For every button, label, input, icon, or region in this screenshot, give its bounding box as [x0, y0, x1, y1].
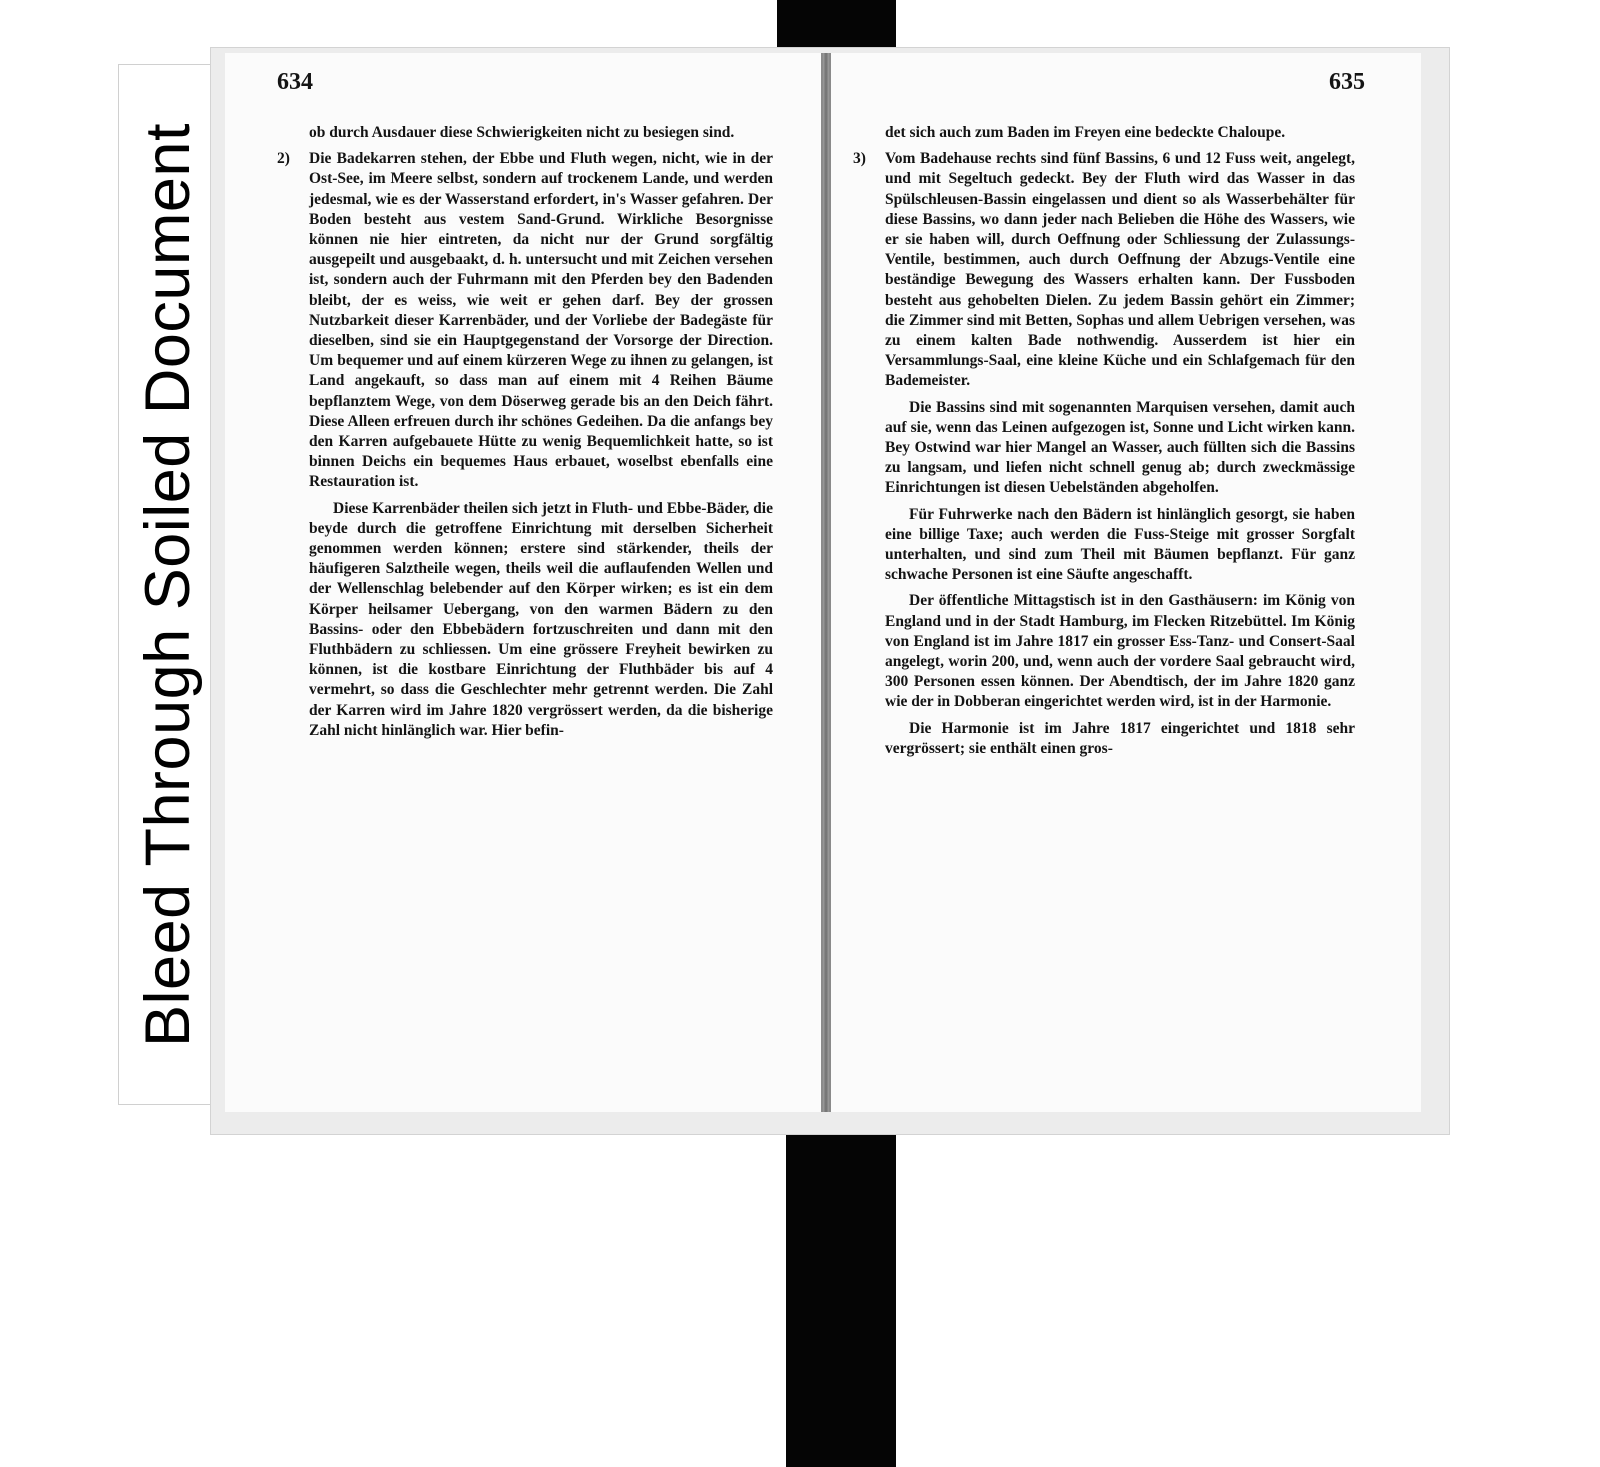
right-page-number: 635: [1329, 69, 1365, 95]
left-page: [225, 53, 823, 1112]
right-page: [829, 53, 1421, 1112]
left-page-number: 634: [277, 69, 313, 95]
right-paragraph-3: Die Bassins sind mit sogenannten Marquisen versehen, damit auch auf sie, wenn das Leinen aufgezogen ist, Sonne und Licht wirken kann. Bey Ostwind war hier Mangel an Wasser, auch füllten sich die Bassins zu langsam, und liefen nicht schnell genug ab; durch zweckmässige Einrichtungen ist diesen Uebelständen abgeholfen.: [885, 398, 1355, 497]
left-item-number: 2): [277, 150, 290, 168]
left-page-text: [277, 123, 773, 747]
left-paragraph-3: Diese Karrenbäder theilen sich jetzt in Fluth- und Ebbe-Bäder, die beyde durch die getroffene Einrichtung mit derselben Sicherheit genommen werden können; erstere sind stärkender, theils der häufigeren Salztheile wegen, theils weil die auflaufenden Wellen und der Wellenschlag belebender auf den Körper wirken; es ist ein dem Körper heilsamer Uebergang, von den warmen Bädern zu den Bassins- oder den Ebbebädern fortzuschreiten und dann mit den Fluthbädern zu schliessen. Um eine grössere Freyheit bewirken zu können, ist die kostbare Einrichtung der Fluthbäder bis auf 4 vermehrt, so dass die Geschlechter mehr getrennt werden. Die Zahl der Karren wird im Jahre 1820 vergrössert werden, da die bisherige Zahl nicht hinlänglich war. Hier befin-: [309, 499, 773, 739]
bottom-scan-bar: [786, 1128, 896, 1467]
right-paragraph-1: det sich auch zum Baden im Freyen eine bedeckte Chaloupe.: [885, 124, 1286, 141]
book-spread: [210, 47, 1450, 1135]
right-item-number: 3): [853, 150, 866, 168]
left-paragraph-2-text: Die Badekarren stehen, der Ebbe und Fluth wegen, nicht, wie in der Ost-See, im Meere selbst, sondern auf trockenem Lande, und werden jedesmal, wie es der Wasserstand erfordert, in's Wasser gefahren. Der Boden besteht aus vestem Sand-Grund. Wirkliche Besorgnisse können nie hier eintreten, da nicht nur der Grund sorgfältig ausgepeilt und ausgebaakt, d. h. untersucht und mit Zeichen versehen ist, sondern auch der Fuhrmann mit den Pferden bey den Badenden bleibt, der es weiss, wie weit er gehen darf. Bey der grossen Nutzbarkeit dieser Karrenbäder, und der Vorliebe der Badegäste für dieselben, sind sie ein Hauptgegenstand der Vorsorge der Direction. Um bequemer und auf einem kürzeren Wege zu ihnen zu gelangen, ist Land angekauft, so dass man auf einem mit 4 Reihen Bäume bepflanztem Wege, von dem Döserweg gerade bis an den Deich fährt. Diese Alleen erfreuen durch ihr schönes Gedeihen. Da die anfangs bey den Karren aufgebauete Hütte zu wenig Bequemlichkeit hatte, so ist binnen Deichs ein bequemes Haus erbauet, woselbst ebenfalls eine Restauration ist.: [309, 150, 773, 491]
overlay-label-text: Bleed Through Soiled Document: [133, 123, 203, 1047]
left-paragraph-2: [277, 149, 773, 492]
right-paragraph-4: Für Fuhrwerke nach den Bädern ist hinlänglich gesorgt, sie haben eine billige Taxe; auch werden die Fuss-Steige mit grosser Sorgfalt unterhalten, und sind zum Theil mit Bäumen bepflanzt. Für ganz schwache Personen ist eine Säufte angeschafft.: [885, 505, 1355, 584]
right-page-text: [853, 123, 1355, 765]
overlay-label-card: [118, 64, 216, 1105]
right-paragraph-6: Die Harmonie ist im Jahre 1817 eingerichtet und 1818 sehr vergrössert; sie enthält einen gros-: [885, 719, 1355, 757]
top-scan-bar: [777, 0, 896, 50]
left-paragraph-1: ob durch Ausdauer diese Schwierigkeiten nicht zu besiegen sind.: [309, 124, 735, 141]
right-paragraph-2-text: Vom Badehause rechts sind fünf Bassins, 6 und 12 Fuss weit, angelegt, und mit Segeltuch gedeckt. Bey der Fluth wird das Wasser in das Spülschleusen-Bassin eingelassen und dient so als Wasserbehälter für diese Bassins, wo dann jeder nach Belieben die Höhe des Wassers, wie er sie haben will, durch Oeffnung oder Schliessung der Zulassungs-Ventile, bestimmen, auch durch Oeffnung der Abzugs-Ventile eine beständige Bewegung des Wassers erhalten kann. Der Fussboden besteht aus gehobelten Dielen. Zu jedem Bassin gehört ein Zimmer; die Zimmer sind mit Betten, Sophas und allem Uebrigen versehen, was zu einem kalten Bade nothwendig. Ausserdem ist hier ein Versammlungs-Saal, eine kleine Küche und ein Schlafgemach für den Bademeister.: [885, 150, 1355, 390]
right-paragraph-2: [853, 149, 1355, 391]
right-paragraph-5: Der öffentliche Mittagstisch ist in den Gasthäusern: im König von England und in der Stadt Hamburg, im Flecken Ritzebüttel. Im König von England ist im Jahre 1817 ein grosser Ess-Tanz- und Consert-Saal angelegt, worin 200, und, wenn auch der vordere Saal gebraucht wird, 300 Personen essen können. Der Abendtisch, der im Jahre 1820 ganz wie der in Dobberan eingerichtet werden wird, ist in der Harmonie.: [885, 592, 1355, 711]
